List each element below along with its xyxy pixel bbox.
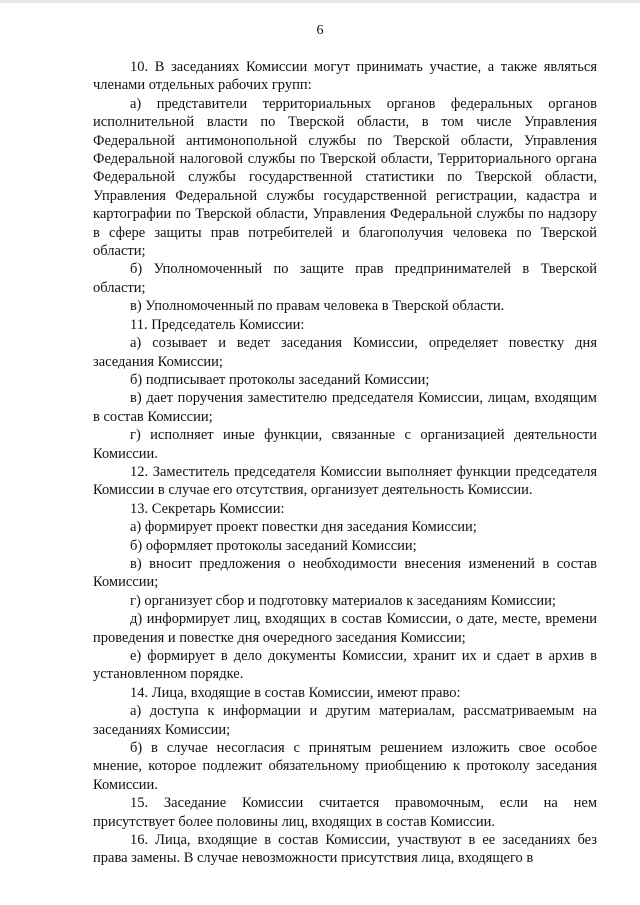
paragraph: в) вносит предложения о необходимости внесения изменений в состав Комиссии;	[93, 555, 597, 591]
page-number: 6	[316, 23, 324, 38]
paragraph: 16. Лица, входящие в состав Комиссии, участвуют в ее заседаниях без права замены. В случае невозможности присутствия лица, входящего в	[93, 832, 597, 867]
paragraph: е) формирует в дело документы Комиссии, хранит их и сдает в архив в установленном порядке.	[93, 648, 597, 683]
paragraph: в) Уполномоченный по правам человека в Тверской области.	[130, 298, 505, 315]
scan-edge	[0, 0, 640, 3]
paragraph: а) доступа к информации и другим материалам, рассматриваемым на заседаниях Комиссии;	[93, 703, 597, 738]
paragraph: г) исполняет иные функции, связанные с организацией деятельности Комиссии.	[93, 427, 597, 462]
paragraph: 14. Лица, входящие в состав Комиссии, имеют право:	[130, 684, 461, 701]
document-body	[93, 58, 597, 868]
paragraph: д) информирует лиц, входящих в состав Комиссии, о дате, месте, времени проведения и повестке дня очередного заседания Комиссии;	[93, 611, 597, 646]
paragraph: б) подписывает протоколы заседаний Комиссии;	[130, 371, 430, 388]
paragraph: 13. Секретарь Комиссии:	[130, 500, 285, 517]
paragraph: 11. Председатель Комиссии:	[130, 316, 305, 333]
paragraph: б) оформляет протоколы заседаний Комиссии;	[130, 537, 417, 554]
paragraph: а) представители территориальных органов федеральных органов исполнительной власти по Тверской области, в том числе Управления Федеральной антимонопольной службы по Тверской области, Управления Федеральной налоговой службы по Тверской области, Территориального органа Федеральной службы государственной статистики по Тверской области, Управления Федеральной службы государственной регистрации, кадастра и картографии по Тверской области, Управления Федеральной службы по надзору в сфере защиты прав потребителей и благополучия человека по Тверской области;	[93, 95, 597, 260]
paragraph: 10. В заседаниях Комиссии могут принимать участие, а также являться членами отдельных рабочих групп:	[93, 59, 597, 94]
paragraph: 15. Заседание Комиссии считается правомочным, если на нем присутствует более половины лиц, входящих в состав Комиссии.	[93, 795, 597, 830]
paragraph: б) в случае несогласия с принятым решением изложить свое особое мнение, которое подлежит обязательному приобщению к протоколу заседания Комиссии.	[93, 740, 597, 793]
paragraph: б) Уполномоченный по защите прав предпринимателей в Тверской области;	[93, 261, 597, 296]
paragraph: г) организует сбор и подготовку материалов к заседаниям Комиссии;	[130, 592, 556, 609]
paragraph: 12. Заместитель председателя Комиссии выполняет функции председателя Комиссии в случае его отсутствия, организует деятельность Комиссии.	[93, 463, 597, 499]
paragraph: в) дает поручения заместителю председателя Комиссии, лицам, входящим в состав Комиссии;	[93, 390, 597, 425]
paragraph: а) созывает и ведет заседания Комиссии, определяет повестку дня заседания Комиссии;	[93, 335, 597, 370]
paragraph: а) формирует проект повестки дня заседания Комиссии;	[130, 519, 477, 536]
